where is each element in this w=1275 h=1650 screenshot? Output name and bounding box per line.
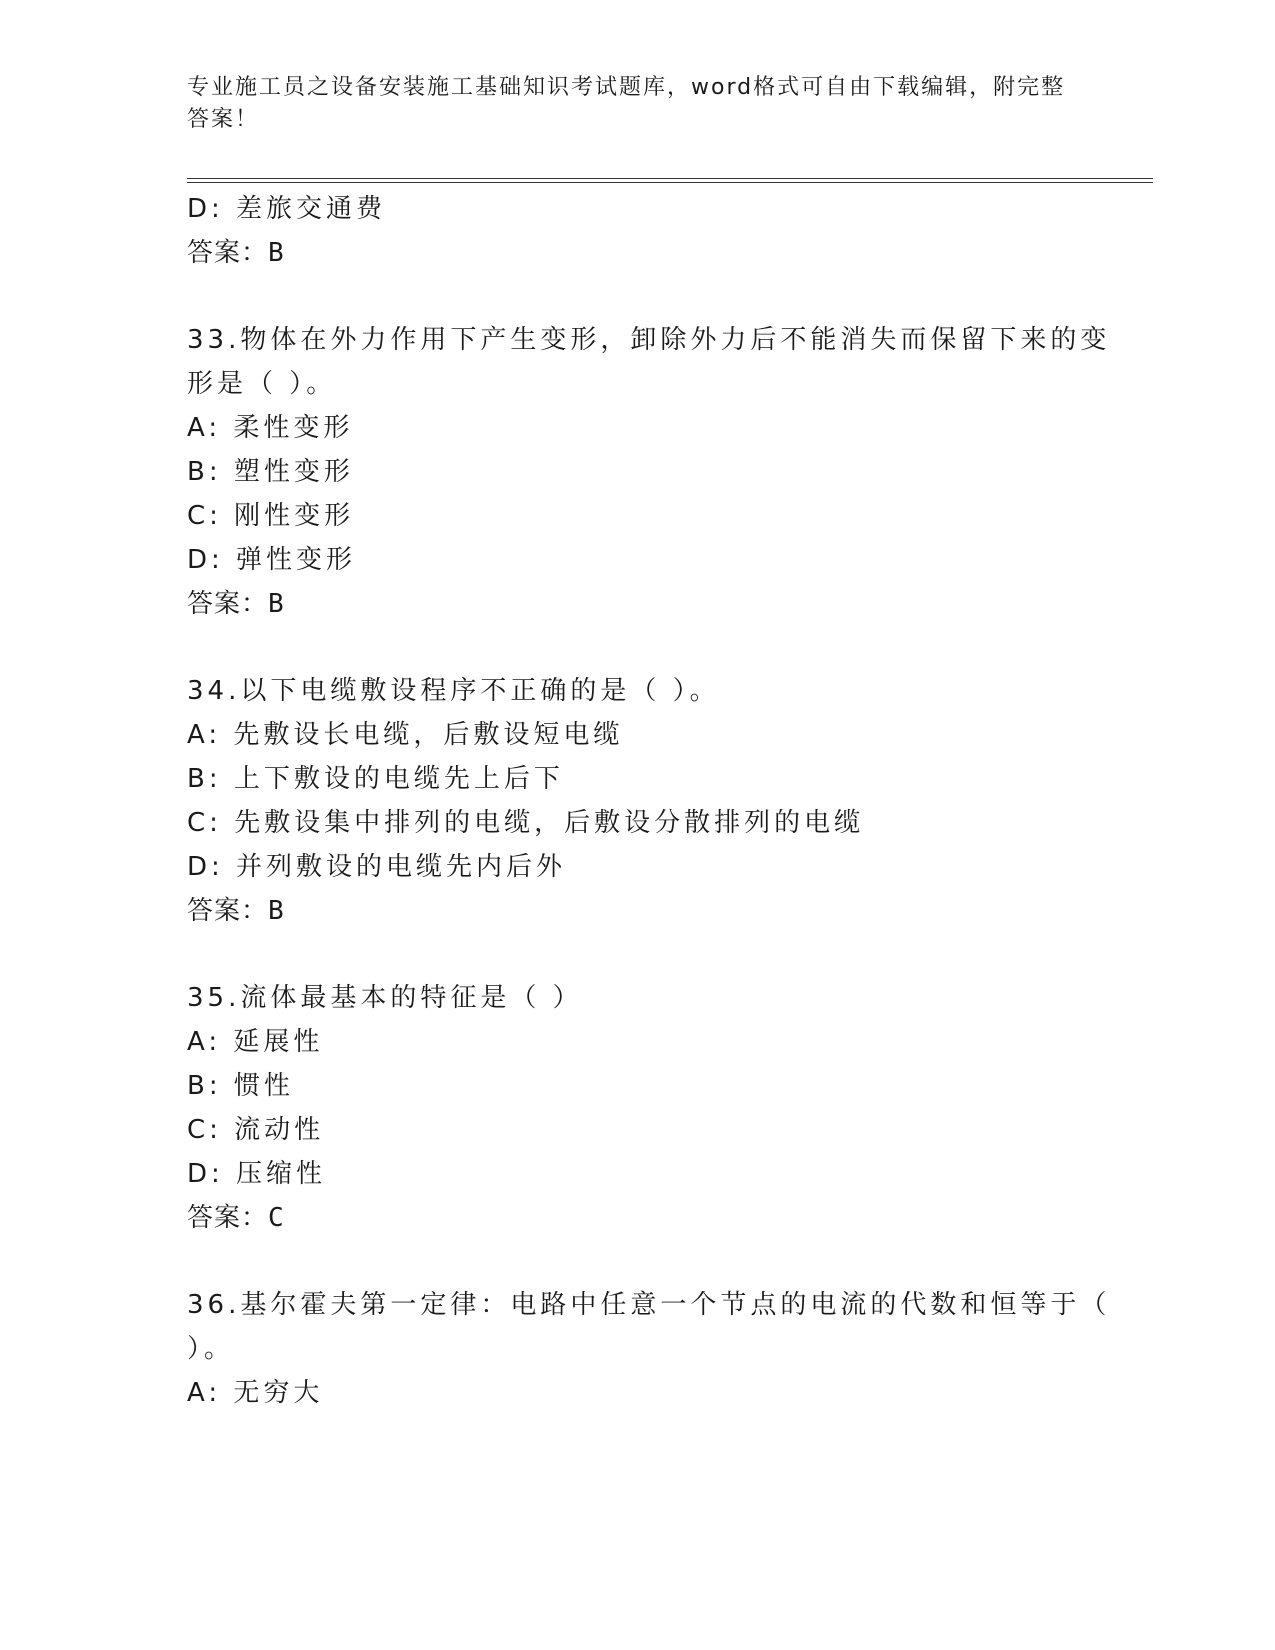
q33-option-d: D: 弹性变形 <box>187 545 357 575</box>
q34-stem-line1: 34.以下电缆敷设程序不正确的是（ ）。 <box>187 676 720 706</box>
q33-option-c: C: 刚性变形 <box>187 501 355 531</box>
q33-option-b: B: 塑性变形 <box>187 457 354 487</box>
q34-option-d: D: 并列敷设的电缆先内后外 <box>187 852 567 882</box>
q34-option-a: A: 先敷设长电缆，后敷设短电缆 <box>187 720 624 750</box>
q35-answer <box>187 1203 285 1233</box>
q33-stem-line1: 33.物体在外力作用下产生变形，卸除外力后不能消失而保留下来的变 <box>187 325 1111 355</box>
header-divider-bottom <box>187 182 1153 183</box>
q33-option-a: A: 柔性变形 <box>187 413 354 443</box>
q35-option-c: C: 流动性 <box>187 1115 325 1145</box>
answer-value: B <box>268 896 285 926</box>
q34-option-b: B: 上下敷设的电缆先上后下 <box>187 764 564 794</box>
answer-value: B <box>268 589 285 619</box>
q35-option-d: D: 压缩性 <box>187 1159 327 1189</box>
answer-label: 答案： <box>187 1203 269 1233</box>
q33-stem-line2: 形是（ ）。 <box>187 369 337 399</box>
q33-answer <box>187 589 285 619</box>
q36-option-a: A: 无穷大 <box>187 1378 324 1408</box>
q34-answer <box>187 896 285 926</box>
answer-label: 答案： <box>187 896 269 926</box>
q32-answer <box>187 238 285 268</box>
q35-option-b: B: 惯性 <box>187 1071 294 1101</box>
q36-stem-line2: ）。 <box>187 1334 235 1364</box>
header-divider-top <box>187 178 1153 179</box>
q35-stem-line1: 35.流体最基本的特征是（ ） <box>187 983 583 1013</box>
answer-label: 答案： <box>187 238 269 268</box>
q35-option-a: A: 延展性 <box>187 1027 324 1057</box>
q32-option-d: D: 差旅交通费 <box>187 194 387 224</box>
answer-value: C <box>268 1203 285 1233</box>
answer-label: 答案： <box>187 589 269 619</box>
answer-value: B <box>268 238 285 268</box>
q36-stem-line1: 36.基尔霍夫第一定律：电路中任意一个节点的电流的代数和恒等于（ <box>187 1290 1111 1320</box>
q34-option-c: C: 先敷设集中排列的电缆，后敷设分散排列的电缆 <box>187 808 865 838</box>
document-header: 专业施工员之设备安装施工基础知识考试题库，word格式可自由下载编辑，附完整答案！ <box>187 75 1066 132</box>
